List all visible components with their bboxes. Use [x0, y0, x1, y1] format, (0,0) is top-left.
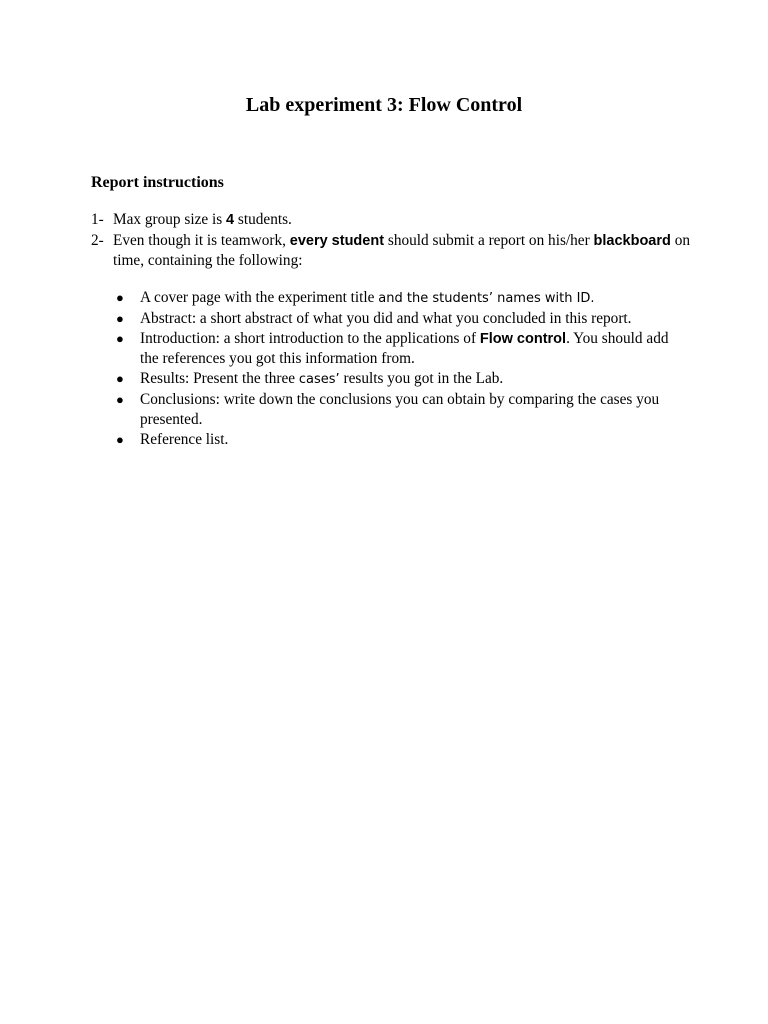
item-text: should submit a report on his/her	[384, 231, 594, 249]
item-text: students.	[234, 211, 292, 228]
item-text: Max group size is	[113, 211, 227, 228]
emphasis-blackboard: blackboard	[593, 232, 671, 249]
bullet-icon: ●	[116, 391, 124, 407]
bullet-icon: ●	[116, 431, 124, 447]
item-text: and the students’ names with ID.	[378, 291, 595, 306]
item-text: cases’	[298, 372, 340, 388]
bullet-icon: ●	[116, 290, 124, 305]
item-text: A cover page with the experiment title	[140, 289, 379, 306]
emphasis-group-size: 4	[226, 212, 235, 228]
item-text: Introduction: a short introduction to the applications of	[140, 329, 480, 347]
bullet-item-abstract	[113, 309, 683, 329]
item-text: Abstract: a short abstract of what you did and what you concluded in this report.	[140, 309, 632, 327]
item-text: . You should add the references you got this information from.	[140, 329, 669, 368]
list-marker: 2-	[91, 231, 104, 249]
bullet-item-conclusions	[113, 390, 683, 430]
bullet-item-results	[113, 369, 683, 390]
bullet-list	[113, 288, 683, 449]
section-heading-report-instructions: Report instructions	[91, 174, 224, 191]
item-text: on time, containing the following:	[113, 231, 690, 269]
bullet-item-reference-list	[113, 430, 683, 450]
bullet-item-introduction	[113, 329, 683, 370]
numbered-item-1	[91, 210, 691, 231]
emphasis-flow-control: Flow control	[479, 330, 567, 347]
list-marker: 1-	[91, 211, 104, 228]
emphasis-every-student: every student	[289, 232, 385, 249]
bullet-icon: ●	[116, 371, 124, 387]
item-text: Conclusions: write down the conclusions you can obtain by comparing the cases you presented.	[140, 390, 660, 428]
bullet-item-cover-page	[113, 288, 683, 309]
document-title: Lab experiment 3: Flow Control	[245, 94, 523, 116]
item-text: Results: Present the three	[140, 370, 299, 388]
numbered-item-2	[91, 231, 691, 271]
bullet-icon: ●	[116, 310, 124, 326]
bullet-icon: ●	[116, 330, 124, 346]
item-text: results you got in the Lab.	[339, 370, 504, 388]
item-text: Even though it is teamwork,	[113, 231, 290, 249]
item-text: Reference list.	[140, 430, 229, 448]
numbered-list	[91, 210, 691, 271]
